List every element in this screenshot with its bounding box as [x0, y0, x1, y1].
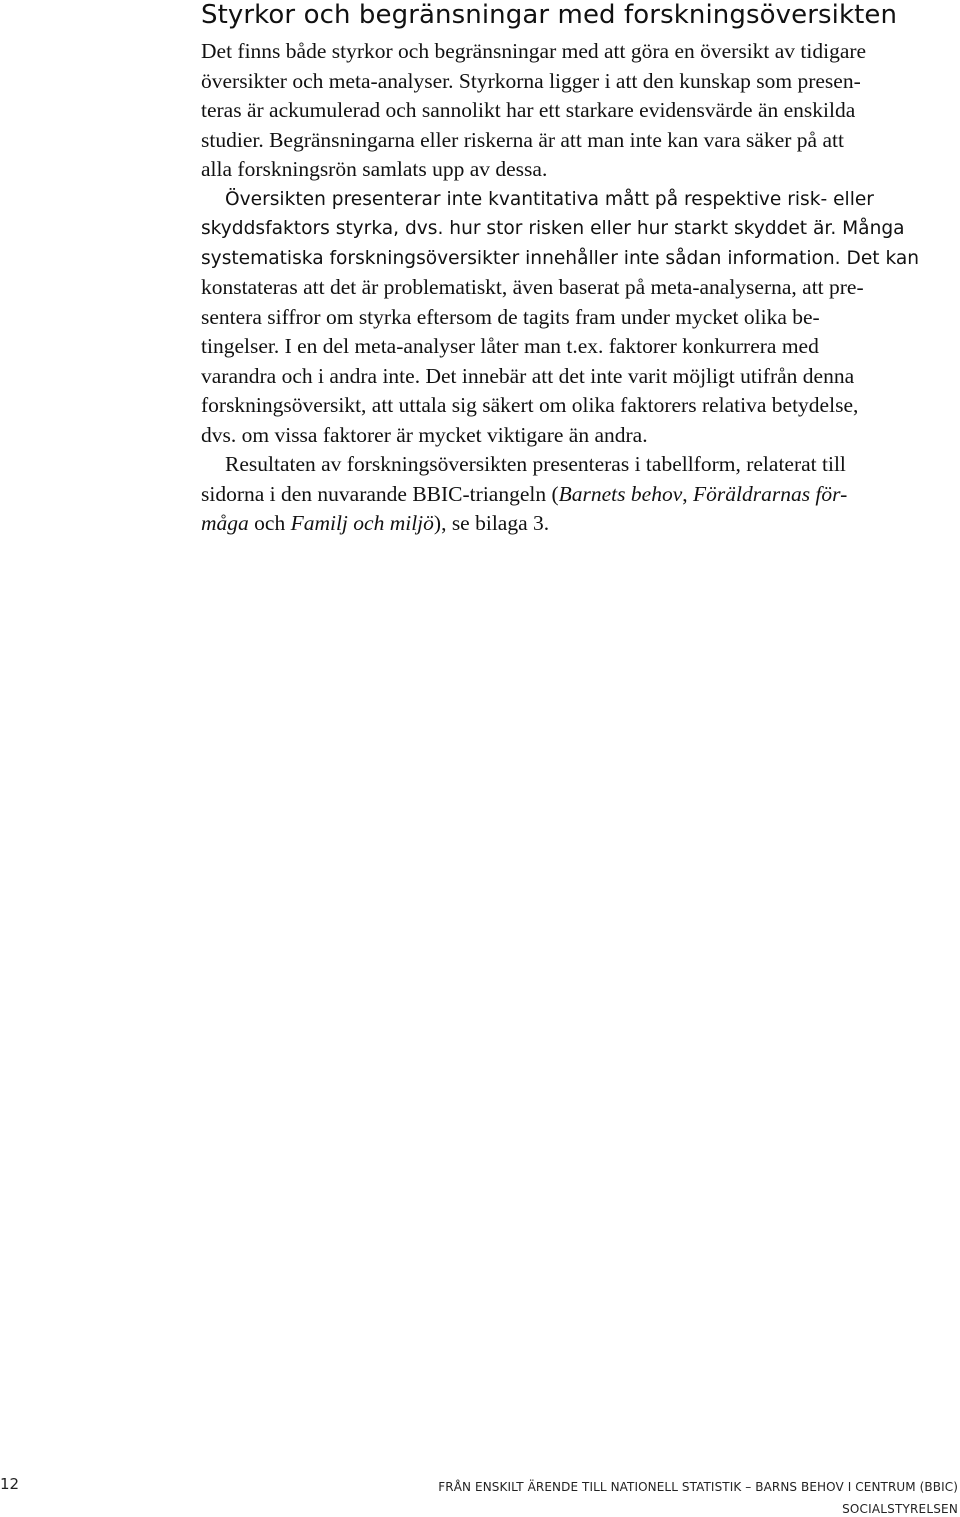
text-line [201, 480, 951, 510]
text-line: systematiska forskningsöversikter innehåller inte sådan information. Det kan [201, 247, 920, 269]
publisher-name: SOCIALSTYRELSEN [842, 1502, 958, 1516]
text-run: sidorna i den nuvarande BBIC-triangeln ( [201, 481, 559, 506]
italic-term-barnets-behov: Barnets behov [558, 481, 683, 506]
italic-term-foraldrarnas-formaga-cont: måga [201, 511, 249, 535]
paragraph-strengths-limitations [201, 37, 951, 450]
text-line: Resultaten av forskningsöversikten presenteras i tabellform, relaterat till [225, 452, 846, 476]
page-footer [0, 1474, 960, 1516]
paragraph-results [201, 450, 951, 539]
text-run: ), se bilaga 3. [433, 511, 550, 535]
section-heading: Styrkor och begränsningar med forskningsöversikten [201, 0, 898, 30]
text-line: teras är ackumulerad och sannolikt har ett starkare evidensvärde än enskilda [201, 98, 856, 122]
publication-title: FRÅN ENSKILT ÄRENDE TILL NATIONELL STATISTIK – BARNS BEHOV I CENTRUM (BBIC) [438, 1480, 958, 1494]
text-line [201, 509, 951, 539]
text-line: dvs. om vissa faktorer är mycket viktigare än andra. [201, 422, 648, 447]
text-line: Översikten presenterar inte kvantitativa mått på respektive risk- eller [225, 188, 874, 210]
text-run: , [682, 481, 693, 506]
text-line: skyddsfaktors styrka, dvs. hur stor risken eller hur starkt skyddet är. Många [201, 218, 905, 239]
body-text [201, 37, 951, 539]
text-line: tingelser. I en del meta-analyser låter man t.ex. faktorer konkurrera med [201, 334, 819, 358]
italic-term-foraldrarnas-formaga: Föräldrarnas för- [692, 481, 848, 506]
text-line: översikter och meta-analyser. Styrkorna ligger i att den kunskap som presen- [201, 68, 861, 93]
text-line: varandra och i andra inte. Det innebär att det inte varit möjligt utifrån denna [201, 363, 855, 388]
text-line: alla forskningsrön samlats upp av dessa. [201, 157, 548, 181]
page-number: 12 [0, 1475, 20, 1493]
text-line: forskningsöversikt, att uttala sig säkert om olika faktorers relativa betydelse, [201, 393, 859, 417]
text-line: sentera siffror om styrka eftersom de tagits fram under mycket olika be- [201, 304, 820, 329]
text-line: Det finns både styrkor och begränsningar med att göra en översikt av tidigare [201, 39, 867, 63]
text-line: konstateras att det är problematiskt, även baserat på meta-analyserna, att pre- [201, 275, 864, 299]
text-line: studier. Begränsningarna eller riskerna är att man inte kan vara säker på att [201, 127, 844, 152]
text-run: och [248, 511, 291, 535]
italic-term-familj-och-miljo: Familj och miljö [290, 511, 434, 535]
